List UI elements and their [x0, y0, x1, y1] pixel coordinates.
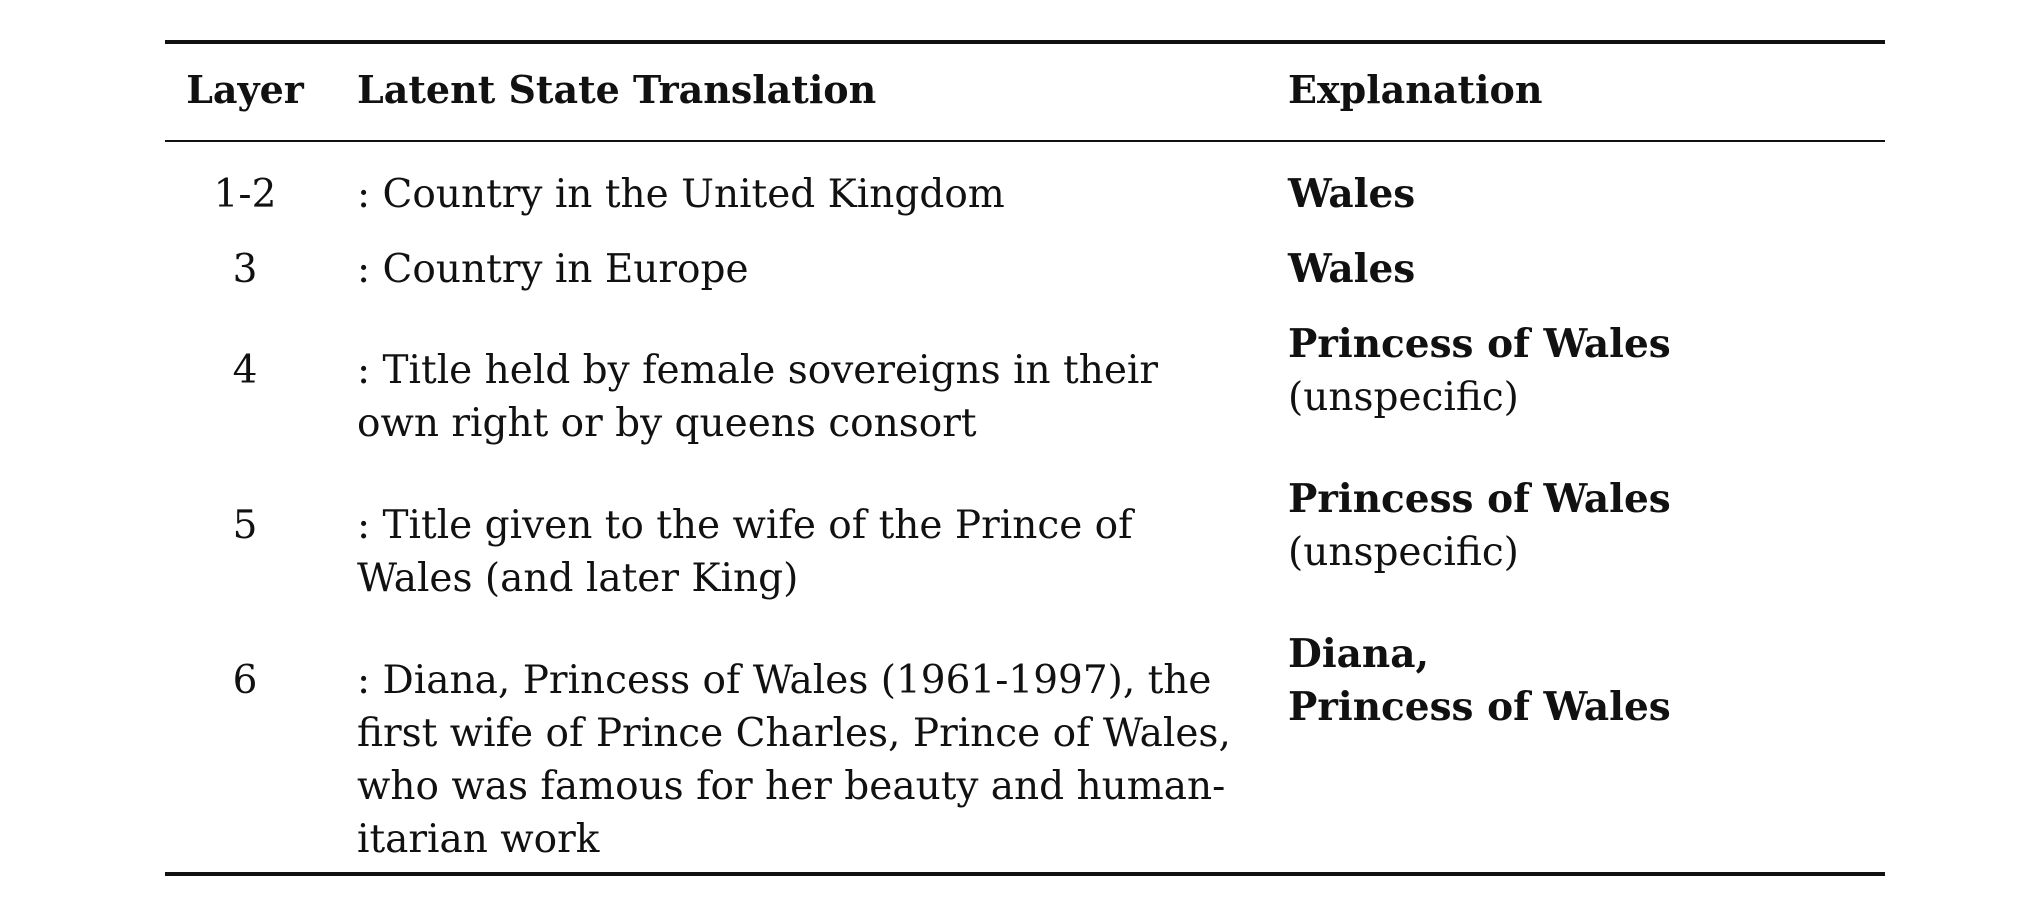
header-explanation: Explanation	[1288, 67, 1543, 112]
row-4-explanation-note: (unspecific)	[1288, 530, 1519, 575]
row-2-explanation: Wales	[1288, 246, 1416, 292]
row-3-explanation-note: (unspecific)	[1288, 375, 1519, 420]
table-header-rule	[165, 140, 1885, 142]
row-4-translation-line-1: : Title given to the wife of the Prince of	[357, 503, 1133, 548]
row-3-translation-line-2: own right or by queens consort	[357, 401, 977, 446]
header-layer: Layer	[186, 67, 304, 112]
row-5-translation-line-1: : Diana, Princess of Wales (1961-1997), the	[357, 658, 1212, 703]
row-2-translation-line-1: : Country in Europe	[357, 247, 749, 292]
header-translation: Latent State Translation	[357, 67, 877, 112]
row-3-translation-line-1: : Title held by female sovereigns in their	[357, 348, 1159, 393]
table-top-rule	[165, 40, 1885, 44]
table-bottom-rule	[165, 872, 1885, 876]
row-4-layer: 5	[232, 503, 258, 548]
row-4-translation-line-2: Wales (and later King)	[357, 556, 799, 601]
row-5-layer: 6	[232, 658, 258, 703]
row-5-translation-line-2: first wife of Prince Charles, Prince of Wales,	[357, 711, 1231, 756]
row-4-explanation-bold: Princess of Wales	[1288, 476, 1671, 522]
row-5-translation-line-3: who was famous for her beauty and human-	[357, 764, 1226, 809]
row-5-explanation-line-2: Princess of Wales	[1288, 684, 1671, 730]
row-5-translation-line-4: itarian work	[357, 817, 600, 862]
row-2-layer: 3	[232, 247, 258, 292]
row-5-explanation-line-1: Diana,	[1288, 631, 1430, 677]
row-1-translation-line-1: : Country in the United Kingdom	[357, 172, 1005, 217]
row-3-explanation-bold: Princess of Wales	[1288, 321, 1671, 367]
row-1-explanation: Wales	[1288, 171, 1416, 217]
row-1-layer: 1-2	[213, 172, 277, 217]
row-3-layer: 4	[232, 348, 258, 393]
